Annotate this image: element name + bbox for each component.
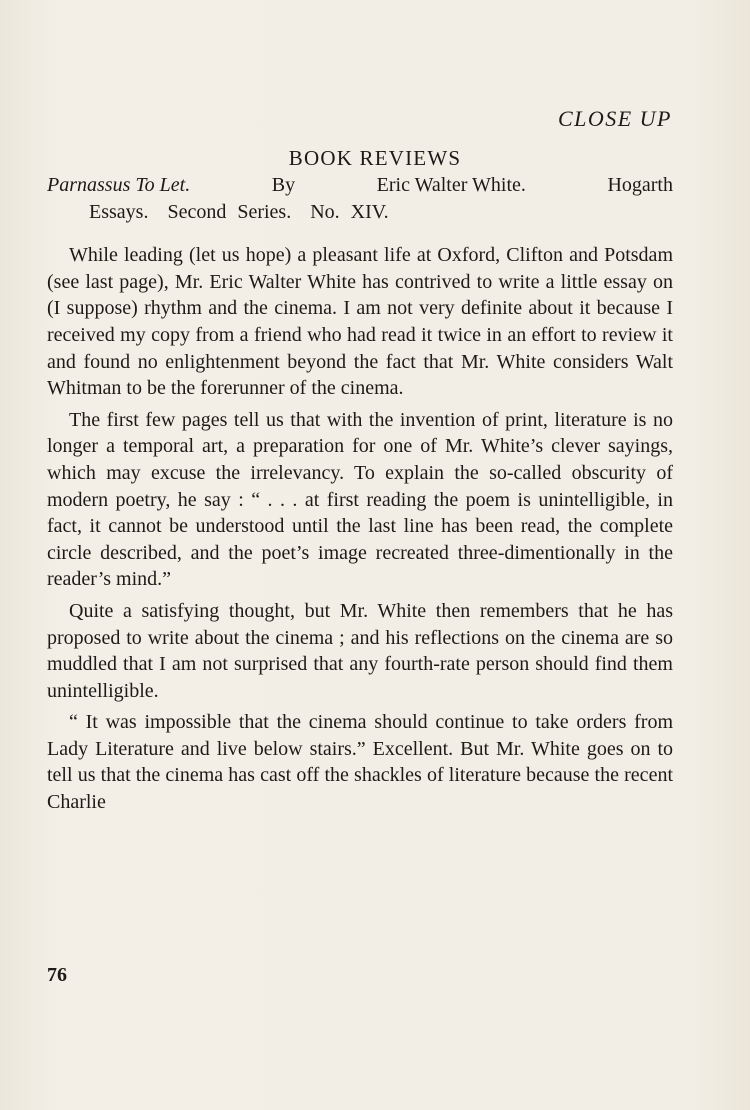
paragraph: “ It was impossible that the cinema should continue to take orders from Lady Literature and live below stairs.” Excellent. But Mr. White goes on to tell us that the cinema has cast off the shackles of literature because the recent Charlie (47, 711, 673, 814)
running-head: CLOSE UP (557, 106, 672, 131)
book-author: Eric Walter White. (376, 174, 526, 196)
book-series: Essays. (89, 200, 149, 223)
paragraph: While leading (let us hope) a pleasant life at Oxford, Clifton and Potsdam (see last page), Mr. Eric Walter White has contrived to write a little essay on (I suppose) rhythm and the cinema. I am not very definite about it because I received my copy from a friend who had read it twice in an effort to review it and found no enlightenment beyond the fact that Mr. White considers Walt Whitman to be the forerunner of the cinema. (47, 244, 673, 400)
book-title: Parnassus To Let. (47, 174, 191, 196)
citation-line-2 (47, 199, 673, 226)
book-publisher: Hogarth (607, 174, 673, 196)
section-title: BOOK REVIEWS (288, 146, 462, 170)
book-citation (47, 172, 673, 225)
citation-line-1 (47, 172, 673, 199)
review-body (47, 172, 673, 821)
book-volume: No. XIV. (310, 200, 389, 223)
paragraph: The first few pages tell us that with the invention of print, literature is no longer a temporal art, a preparation for one of Mr. White’s clever sayings, which may excuse the irrelevancy. To explain the so-called obscurity of modern poetry, he say : “ . . . at first reading the poem is unintelligible, in fact, it cannot be understood until the last line has been read, the complete circle described, and the poet’s image recreated three-dimentionally in the reader’s mind.” (47, 408, 673, 591)
book-series-number: Second Series. (167, 200, 292, 223)
paragraph: Quite a satisfying thought, but Mr. White then remembers that he has proposed to write about the cinema ; and his reflections on the cinema are so muddled that I am not surprised that any fourth-rate person should find them unintelligible. (47, 599, 673, 702)
citation-by: By (271, 174, 296, 196)
page-number: 76 (47, 964, 67, 986)
